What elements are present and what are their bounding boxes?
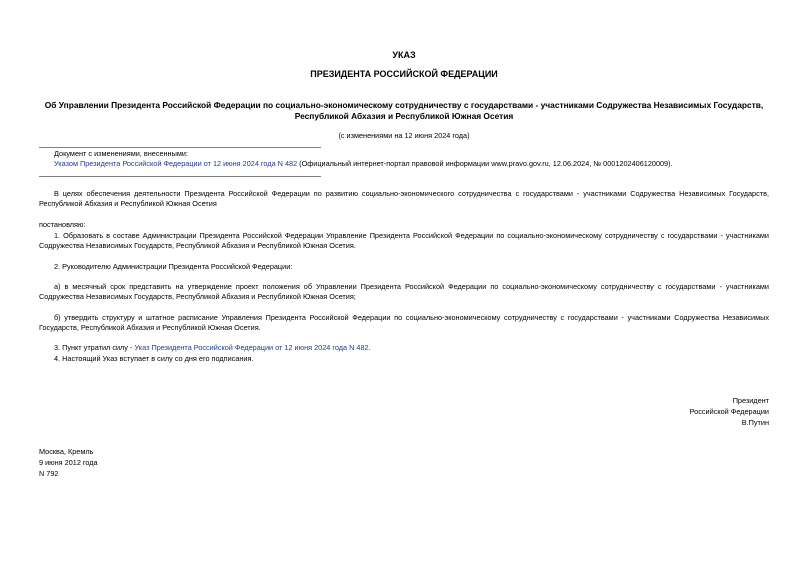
signature-name: В.Путин <box>741 418 769 427</box>
preamble-paragraph: В целях обеспечения деятельности Президента Российской Федерации по развитию социально-экономического сотрудничества с государствами - участниками Содружества Независимых Государств, Республикой Абхазия и Республикой Южная Осетия <box>39 189 769 208</box>
item-3-paragraph <box>39 343 769 353</box>
item-2-paragraph: 2. Руководителю Администрации Президента Российской Федерации: <box>54 262 293 271</box>
issuer-heading: ПРЕЗИДЕНТА РОССИЙСКОЙ ФЕДЕРАЦИИ <box>310 69 498 79</box>
item-3-prefix: 3. Пункт утратил силу - <box>54 343 135 352</box>
signature-title: Президент <box>732 396 769 405</box>
document-type-heading: УКАЗ <box>392 50 416 60</box>
amendment-source: (Официальный интернет-портал правовой информации www.pravo.gov.ru, 12.06.2024, № 0001202406120009). <box>297 159 673 168</box>
amendment-link[interactable]: Указом Президента Российской Федерации от 12 июня 2024 года N 482 <box>54 159 298 168</box>
item-1-paragraph: 1. Образовать в составе Администрации Президента Российской Федерации Управление Президента Российской Федерации по социально-экономическому сотрудничеству с государствами - участниками Содружества Независимых Государств, Республикой Абхазия и Республикой Южная Осетия. <box>39 231 769 250</box>
note-divider-top <box>39 147 321 148</box>
signature-block <box>690 395 769 428</box>
signing-date: 9 июня 2012 года <box>39 458 98 467</box>
item-4-paragraph: 4. Настоящий Указ вступает в силу со дня его подписания. <box>54 354 254 363</box>
item-3-suffix: . <box>368 343 371 352</box>
decree-number: N 792 <box>39 469 59 478</box>
item-3-link[interactable]: Указ Президента Российской Федерации от 12 июня 2024 года N 482 <box>134 343 369 352</box>
amendment-source-line <box>54 159 769 169</box>
resolution-word: постановляю: <box>39 220 86 229</box>
document-title: Об Управлении Президента Российской Федерации по социально-экономическому сотрудничеству с государствами - участниками Содружества Независимых Государств, Республикой Абхазия и Республикой Южная Осетия <box>44 100 764 121</box>
note-divider-bottom <box>39 176 321 177</box>
place-date-block <box>39 446 98 479</box>
signing-place: Москва, Кремль <box>39 447 94 456</box>
amendment-label: Документ с изменениями, внесенными: <box>54 149 188 158</box>
amendment-note <box>54 149 769 169</box>
item-2a-paragraph: а) в месячный срок представить на утверждение проект положения об Управлении Президента Российской Федерации по социально-экономическому сотрудничеству с государствами - участниками Содружества Независимых Государств, Республикой Абхазия и Республикой Южная Осетия; <box>39 282 769 301</box>
signature-country: Российской Федерации <box>689 407 769 416</box>
item-2b-paragraph: б) утвердить структуру и штатное расписание Управления Президента Российской Федерации по социально-экономическому сотрудничеству с государствами - участниками Содружества Независимых Государств, Республикой Абхазия и Республикой Южная Осетия. <box>39 313 769 332</box>
revision-note: (с изменениями на 12 июня 2024 года) <box>338 131 470 140</box>
